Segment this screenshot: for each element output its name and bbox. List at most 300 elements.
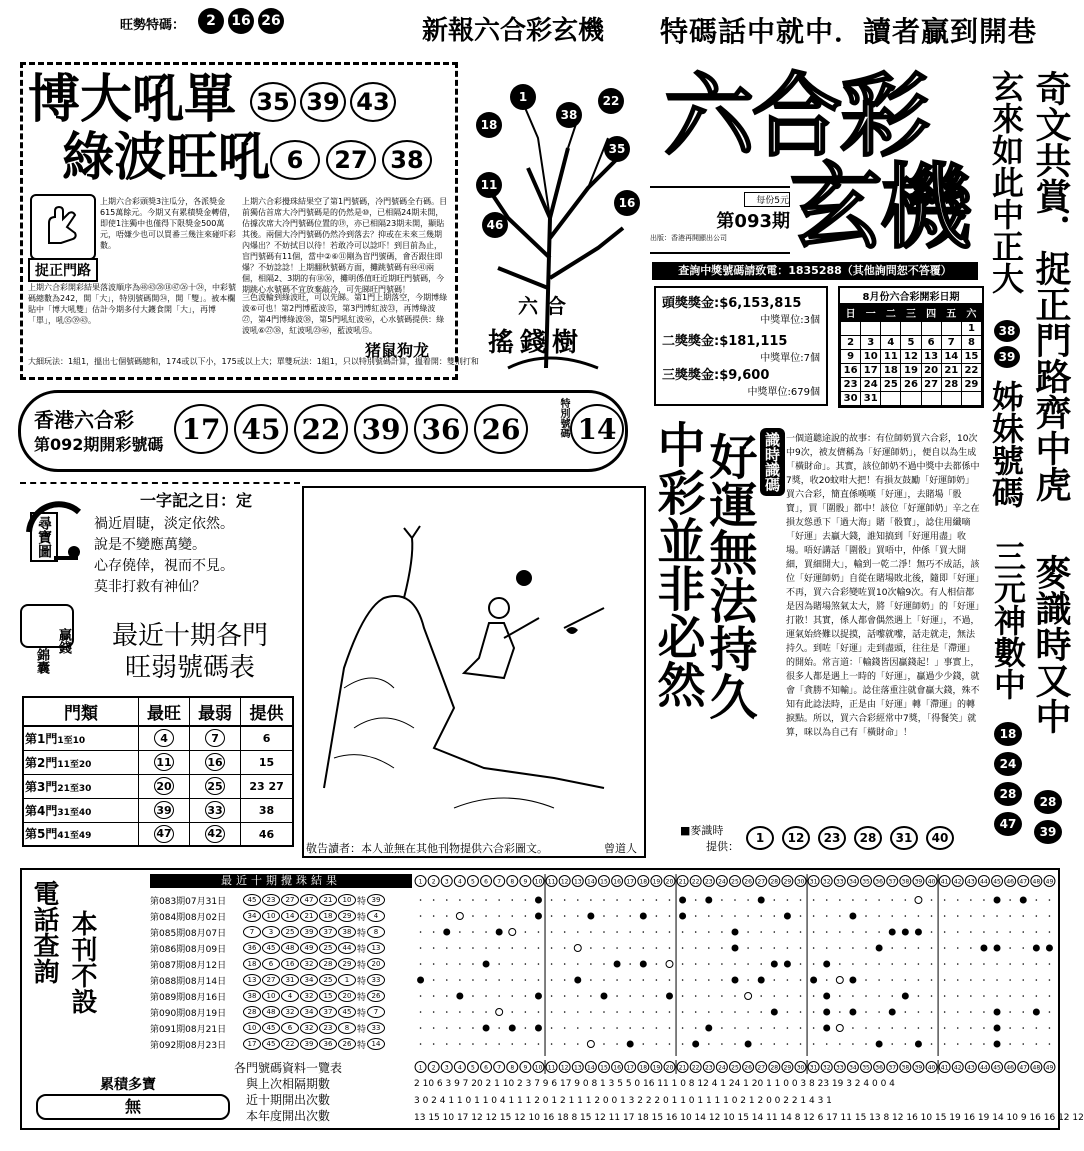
history-number: 22 bbox=[281, 1038, 299, 1050]
empty-dot bbox=[498, 1027, 500, 1029]
history-row bbox=[150, 1004, 412, 1020]
empty-dot bbox=[656, 963, 658, 965]
tip-number: 15 bbox=[258, 756, 275, 769]
calendar-day: 10 bbox=[861, 350, 881, 364]
empty-dot bbox=[525, 899, 527, 901]
empty-dot bbox=[446, 995, 448, 997]
calendar-day bbox=[941, 392, 961, 406]
empty-dot bbox=[656, 979, 658, 981]
empty-dot bbox=[564, 947, 566, 949]
empty-dot bbox=[695, 979, 697, 981]
number-header-label: 23 bbox=[704, 1064, 713, 1072]
empty-dot bbox=[551, 947, 553, 949]
empty-dot bbox=[682, 1043, 684, 1045]
calendar-day: 11 bbox=[881, 350, 901, 364]
empty-dot bbox=[551, 995, 553, 997]
calendar-day bbox=[861, 322, 881, 336]
empty-dot bbox=[590, 1011, 592, 1013]
tip-number: 23 27 bbox=[249, 780, 284, 793]
empty-dot bbox=[472, 1027, 474, 1029]
drawn-dot bbox=[876, 945, 883, 952]
empty-dot bbox=[918, 1027, 920, 1029]
empty-dot bbox=[800, 963, 802, 965]
history-special-label: 特 bbox=[357, 1024, 367, 1035]
door-range: 41至49 bbox=[57, 831, 92, 842]
drawn-dot bbox=[535, 897, 542, 904]
right-sub1-numbers bbox=[994, 320, 1020, 368]
empty-dot bbox=[800, 1027, 802, 1029]
empty-dot bbox=[656, 1027, 658, 1029]
drawn-dot bbox=[574, 977, 581, 984]
story-provide-label: 提供： bbox=[706, 840, 739, 853]
empty-dot bbox=[538, 931, 540, 933]
number-header-label: 34 bbox=[849, 1064, 857, 1072]
empty-dot bbox=[996, 931, 998, 933]
empty-dot bbox=[970, 947, 972, 949]
drawn-dot bbox=[679, 913, 686, 920]
empty-dot bbox=[852, 899, 854, 901]
empty-dot bbox=[669, 1043, 671, 1045]
number-header-label: 9 bbox=[523, 878, 528, 886]
number-header-label: 32 bbox=[822, 1064, 831, 1072]
history-number: 1 bbox=[338, 974, 356, 986]
history-number: 32 bbox=[300, 990, 318, 1002]
empty-dot bbox=[944, 1043, 946, 1045]
prize-row bbox=[656, 364, 826, 398]
history-row bbox=[150, 972, 412, 988]
result-ball: 36 bbox=[414, 404, 468, 454]
hot-number: 26 bbox=[258, 8, 284, 34]
empty-dot bbox=[931, 1011, 933, 1013]
empty-dot bbox=[839, 947, 841, 949]
number-header-label: 12 bbox=[560, 1064, 569, 1072]
drawn-dot bbox=[732, 945, 739, 952]
empty-dot bbox=[1049, 899, 1051, 901]
number-header-label: 45 bbox=[993, 1064, 1001, 1072]
empty-dot bbox=[957, 963, 959, 965]
empty-dot bbox=[695, 947, 697, 949]
tree-title2: 搖錢樹 bbox=[488, 328, 585, 358]
year-row: 13 15 10 17 12 12 15 12 10 16 18 8 15 12 11 17 18 15 16 10 14 12 10 15 14 11 14 8 12 6 17 11 15 13 8 12 16 10 15 19 16 19 14 10 9 16 16 12 12 bbox=[414, 1113, 1084, 1123]
number-header-label: 33 bbox=[835, 1064, 844, 1072]
drawn-dot bbox=[1033, 1009, 1040, 1016]
empty-dot bbox=[708, 995, 710, 997]
number-header-label: 4 bbox=[457, 1064, 462, 1072]
results-label1: 香港六合彩 bbox=[34, 408, 134, 432]
history-number: 14 bbox=[281, 910, 299, 922]
empty-dot bbox=[852, 931, 854, 933]
empty-dot bbox=[813, 931, 815, 933]
empty-dot bbox=[865, 947, 867, 949]
empty-dot bbox=[891, 979, 893, 981]
empty-dot bbox=[787, 947, 789, 949]
empty-dot bbox=[642, 899, 644, 901]
empty-dot bbox=[616, 995, 618, 997]
empty-dot bbox=[603, 899, 605, 901]
empty-dot bbox=[577, 899, 579, 901]
story-numbers bbox=[746, 826, 954, 850]
empty-dot bbox=[708, 963, 710, 965]
empty-dot bbox=[472, 931, 474, 933]
history-number: 23 bbox=[262, 894, 280, 906]
number-header-label: 32 bbox=[822, 878, 831, 886]
calendar-day: 13 bbox=[921, 350, 941, 364]
empty-dot bbox=[721, 947, 723, 949]
zodiac-text: 猪鼠狗龙 bbox=[365, 341, 430, 360]
empty-dot bbox=[774, 947, 776, 949]
empty-dot bbox=[616, 931, 618, 933]
empty-dot bbox=[485, 1011, 487, 1013]
history-number: 17 bbox=[243, 1038, 261, 1050]
empty-dot bbox=[420, 1027, 422, 1029]
empty-dot bbox=[629, 963, 631, 965]
empty-dot bbox=[603, 963, 605, 965]
empty-dot bbox=[865, 915, 867, 917]
empty-dot bbox=[433, 947, 435, 949]
number-header-label: 39 bbox=[914, 878, 923, 886]
number-header-label: 4 bbox=[457, 878, 462, 886]
number-header-label: 3 bbox=[444, 878, 449, 886]
units-value: 3個 bbox=[803, 315, 820, 326]
drawn-dot bbox=[784, 913, 791, 920]
number-header-label: 39 bbox=[914, 1064, 923, 1072]
number-header-label: 7 bbox=[497, 1064, 502, 1072]
empty-dot bbox=[656, 899, 658, 901]
empty-dot bbox=[577, 995, 579, 997]
empty-dot bbox=[747, 899, 749, 901]
number-header-label: 1 bbox=[418, 1064, 423, 1072]
drawn-dot bbox=[509, 1025, 516, 1032]
empty-dot bbox=[747, 947, 749, 949]
empty-dot bbox=[800, 931, 802, 933]
special-ball: 14 bbox=[570, 404, 624, 454]
empty-dot bbox=[905, 915, 907, 917]
drawn-dot bbox=[640, 913, 647, 920]
empty-dot bbox=[538, 963, 540, 965]
calendar-day: 28 bbox=[941, 378, 961, 392]
empty-dot bbox=[642, 979, 644, 981]
empty-dot bbox=[642, 1027, 644, 1029]
calendar-day: 30 bbox=[841, 392, 861, 406]
empty-dot bbox=[616, 1011, 618, 1013]
empty-dot bbox=[485, 899, 487, 901]
empty-dot bbox=[931, 915, 933, 917]
number-ball: 31 bbox=[890, 826, 918, 850]
drawn-dot bbox=[640, 961, 647, 968]
number-ball: 47 bbox=[994, 812, 1022, 836]
door-header: 最旺 bbox=[139, 697, 190, 726]
number-header-label: 28 bbox=[770, 878, 779, 886]
empty-dot bbox=[669, 899, 671, 901]
empty-dot bbox=[485, 995, 487, 997]
number-header-label: 11 bbox=[547, 878, 556, 886]
empty-dot bbox=[774, 995, 776, 997]
history-issue-date: 第087期08月12日 bbox=[150, 960, 227, 971]
calendar-day: 20 bbox=[921, 364, 941, 378]
prize-label: 頭獎獎金: bbox=[662, 296, 720, 311]
empty-dot bbox=[813, 963, 815, 965]
results-numbers bbox=[174, 404, 528, 454]
number-header-label: 48 bbox=[1032, 1064, 1041, 1072]
history-number: 6 bbox=[262, 958, 280, 970]
empty-dot bbox=[1009, 899, 1011, 901]
empty-dot bbox=[564, 963, 566, 965]
empty-dot bbox=[721, 899, 723, 901]
calendar-weekday: 二 bbox=[881, 304, 901, 322]
empty-dot bbox=[1049, 995, 1051, 997]
calendar-day bbox=[901, 392, 921, 406]
number-header-label: 19 bbox=[652, 878, 661, 886]
history-number: 34 bbox=[300, 1006, 318, 1018]
history-number: 20 bbox=[338, 990, 356, 1002]
jackpot-value: 無 bbox=[36, 1094, 230, 1120]
number-header-label: 16 bbox=[613, 878, 621, 886]
empty-dot bbox=[642, 995, 644, 997]
empty-dot bbox=[590, 899, 592, 901]
drawn-dot bbox=[443, 929, 450, 936]
number-header-label: 47 bbox=[1019, 878, 1028, 886]
drawn-dot bbox=[915, 1041, 922, 1048]
empty-dot bbox=[603, 1011, 605, 1013]
drawn-dot bbox=[456, 993, 463, 1000]
empty-dot bbox=[603, 1043, 605, 1045]
prize-amount: $9,600 bbox=[719, 368, 770, 383]
calendar-day: 17 bbox=[861, 364, 881, 378]
history-number: 16 bbox=[281, 958, 299, 970]
empty-dot bbox=[459, 931, 461, 933]
empty-dot bbox=[983, 979, 985, 981]
drawn-dot bbox=[849, 913, 856, 920]
history-special-label: 特 bbox=[357, 912, 367, 923]
empty-dot bbox=[878, 1011, 880, 1013]
cartoon-panel bbox=[302, 486, 646, 858]
number-header-label: 16 bbox=[613, 1064, 621, 1072]
empty-dot bbox=[918, 915, 920, 917]
calendar-day: 24 bbox=[861, 378, 881, 392]
empty-dot bbox=[1036, 995, 1038, 997]
empty-dot bbox=[1022, 1011, 1024, 1013]
empty-dot bbox=[734, 1011, 736, 1013]
door-range: 31至40 bbox=[57, 807, 92, 818]
empty-dot bbox=[1009, 1043, 1011, 1045]
drawn-dot bbox=[810, 977, 817, 984]
empty-dot bbox=[774, 931, 776, 933]
history-number: 3 bbox=[262, 926, 280, 938]
empty-dot bbox=[760, 1027, 762, 1029]
history-special-number: 39 bbox=[367, 894, 385, 906]
empty-dot bbox=[891, 963, 893, 965]
drawn-dot bbox=[889, 1009, 896, 1016]
empty-dot bbox=[839, 1011, 841, 1013]
number-header-label: 45 bbox=[993, 878, 1001, 886]
door-row bbox=[23, 798, 293, 822]
empty-dot bbox=[931, 1043, 933, 1045]
gap-row: 2 10 6 3 9 7 20 2 1 10 2 3 7 9 6 17 9 0 8 1 3 5 5 0 16 11 1 0 8 12 4 1 24 1 20 1 1 0 0 3 8 23 19 3 2 4 0 0 4 bbox=[414, 1079, 895, 1089]
door-range: 11至20 bbox=[57, 759, 92, 770]
empty-dot bbox=[813, 947, 815, 949]
empty-dot bbox=[616, 947, 618, 949]
empty-dot bbox=[747, 1027, 749, 1029]
number-header-label: 5 bbox=[471, 878, 475, 886]
number-header-label: 44 bbox=[980, 1064, 988, 1072]
prize-row bbox=[656, 330, 826, 364]
feature-line1: 博大吼單 bbox=[28, 70, 237, 130]
history-special-number: 20 bbox=[367, 958, 385, 970]
empty-dot bbox=[1049, 1043, 1051, 1045]
poem-line: 莫非打救有神仙？ bbox=[94, 579, 206, 595]
door-table-title1: 最近十期各門 bbox=[111, 621, 268, 651]
number-header-label: 47 bbox=[1019, 1064, 1028, 1072]
cartoon-caption: 敬告讀者：本人並無在其他刊物提供六合彩圖文。 bbox=[306, 842, 548, 855]
drawn-dot bbox=[535, 1025, 542, 1032]
drawn-dot bbox=[823, 1009, 830, 1016]
empty-dot bbox=[682, 947, 684, 949]
number-header-label: 17 bbox=[626, 878, 635, 886]
history-number: 27 bbox=[281, 894, 299, 906]
empty-dot bbox=[551, 1027, 553, 1029]
empty-dot bbox=[839, 1043, 841, 1045]
prize-label: 二獎獎金: bbox=[662, 334, 720, 349]
drawn-dot bbox=[980, 945, 987, 952]
units-label: 中獎單位: bbox=[760, 315, 804, 326]
empty-dot bbox=[1036, 931, 1038, 933]
calendar-day: 3 bbox=[861, 336, 881, 350]
empty-dot bbox=[603, 979, 605, 981]
masthead-info-box bbox=[650, 186, 790, 254]
cartoon-illustration bbox=[304, 488, 644, 828]
slogan: 特碼話中就中．讀者贏到開巷 bbox=[660, 15, 1038, 48]
calendar-day: 7 bbox=[941, 336, 961, 350]
empty-dot bbox=[590, 995, 592, 997]
empty-dot bbox=[511, 915, 513, 917]
empty-dot bbox=[656, 995, 658, 997]
empty-dot bbox=[498, 915, 500, 917]
empty-dot bbox=[682, 995, 684, 997]
empty-dot bbox=[551, 963, 553, 965]
drawn-dot bbox=[679, 897, 686, 904]
history-special-label: 特 bbox=[357, 976, 367, 987]
number-header-label: 26 bbox=[744, 1064, 752, 1072]
number-header-label: 24 bbox=[718, 1064, 726, 1072]
empty-dot bbox=[787, 979, 789, 981]
empty-dot bbox=[918, 963, 920, 965]
empty-dot bbox=[1009, 963, 1011, 965]
calendar-day: 4 bbox=[881, 336, 901, 350]
number-header-label: 17 bbox=[626, 1064, 635, 1072]
empty-dot bbox=[577, 931, 579, 933]
number-ball: 28 bbox=[994, 782, 1022, 806]
right-sub4: 三元神數中 bbox=[989, 540, 1027, 700]
history-number: 38 bbox=[338, 926, 356, 938]
empty-dot bbox=[1049, 915, 1051, 917]
empty-dot bbox=[747, 915, 749, 917]
empty-dot bbox=[957, 995, 959, 997]
empty-dot bbox=[747, 979, 749, 981]
calendar-day bbox=[921, 322, 941, 336]
tip-number: 46 bbox=[258, 827, 275, 841]
units-label: 中獎單位: bbox=[760, 353, 804, 364]
tree-number: 35 bbox=[604, 136, 630, 162]
door-label: 第1門 bbox=[25, 731, 58, 746]
history-number: 32 bbox=[300, 958, 318, 970]
number-header-label: 37 bbox=[888, 1064, 897, 1072]
empty-dot bbox=[787, 1011, 789, 1013]
history-number: 31 bbox=[281, 974, 299, 986]
number-header-label: 40 bbox=[927, 878, 936, 886]
number-header-label: 42 bbox=[953, 1064, 962, 1072]
number-header-label: 11 bbox=[547, 1064, 556, 1072]
empty-dot bbox=[760, 1043, 762, 1045]
number-ball: 23 bbox=[818, 826, 846, 850]
empty-dot bbox=[944, 1027, 946, 1029]
right-sub3: 麥識時又中 bbox=[1030, 554, 1071, 734]
number-header-label: 2 bbox=[431, 1064, 436, 1072]
empty-dot bbox=[905, 1011, 907, 1013]
empty-dot bbox=[564, 1043, 566, 1045]
stats-rows bbox=[414, 1076, 1084, 1127]
number-header-label: 23 bbox=[704, 878, 713, 886]
history-number: 25 bbox=[319, 974, 337, 986]
history-issue-date: 第083期07月31日 bbox=[150, 896, 227, 907]
number-header-label: 27 bbox=[757, 878, 766, 886]
history-issue-date: 第085期08月07日 bbox=[150, 928, 227, 939]
feature-para1-text: 上期六合彩頭獎3注瓜分，各派獎金615萬餘元。今期又有累積獎金轉借，即使1注獨中也僅得下限獎金500萬元，唔嫌少也可以買番三幾注來碰吓彩數。 bbox=[100, 197, 236, 250]
empty-dot bbox=[420, 995, 422, 997]
empty-dot bbox=[551, 979, 553, 981]
empty-dot bbox=[957, 1043, 959, 1045]
empty-dot bbox=[459, 947, 461, 949]
empty-dot bbox=[918, 947, 920, 949]
feature-para4: 三色波輪到綠波旺，可以先睇。第1門上期落空，今期博綠波⑥可也！第2門博藍波⑮，第3門博紅波㉓，再博綠波㉗，第4門博綠波㊳，第5門吼紅波㊻，心水號碼提供：綠波吼⑥㉗㊳，紅波吼㉓㊻，藍波吼⑮。 bbox=[242, 293, 448, 335]
tree-title1: 六合 bbox=[518, 294, 574, 318]
history-number: 28 bbox=[319, 958, 337, 970]
empty-dot bbox=[525, 947, 527, 949]
empty-dot bbox=[669, 931, 671, 933]
empty-dot bbox=[760, 963, 762, 965]
empty-dot bbox=[970, 1043, 972, 1045]
empty-dot bbox=[511, 947, 513, 949]
calendar-day: 19 bbox=[901, 364, 921, 378]
tree-number: 38 bbox=[556, 102, 582, 128]
number-header-label: 38 bbox=[901, 1064, 910, 1072]
legend-line: 與上次相隔期數 bbox=[246, 1077, 331, 1091]
empty-dot bbox=[629, 995, 631, 997]
door-row bbox=[23, 774, 293, 798]
empty-dot bbox=[891, 995, 893, 997]
empty-dot bbox=[564, 1027, 566, 1029]
empty-dot bbox=[826, 1043, 828, 1045]
drawn-dot bbox=[994, 1041, 1001, 1048]
feature-line2: 綠波旺吼 bbox=[62, 128, 271, 188]
empty-dot bbox=[1049, 979, 1051, 981]
draw-frequency-grid bbox=[414, 874, 1056, 1056]
empty-dot bbox=[511, 995, 513, 997]
empty-dot bbox=[708, 979, 710, 981]
number-ball: 39 bbox=[994, 346, 1020, 368]
empty-dot bbox=[891, 915, 893, 917]
number-ball: 35 bbox=[250, 82, 296, 122]
empty-dot bbox=[642, 1043, 644, 1045]
history-number: 26 bbox=[338, 1038, 356, 1050]
empty-dot bbox=[564, 979, 566, 981]
empty-dot bbox=[669, 1011, 671, 1013]
history-number: 18 bbox=[243, 958, 261, 970]
empty-dot bbox=[498, 995, 500, 997]
empty-dot bbox=[774, 899, 776, 901]
history-number: 10 bbox=[338, 894, 356, 906]
poem-line: 心存僥倖，視而不見。 bbox=[94, 558, 234, 574]
number-header-label: 35 bbox=[862, 878, 870, 886]
